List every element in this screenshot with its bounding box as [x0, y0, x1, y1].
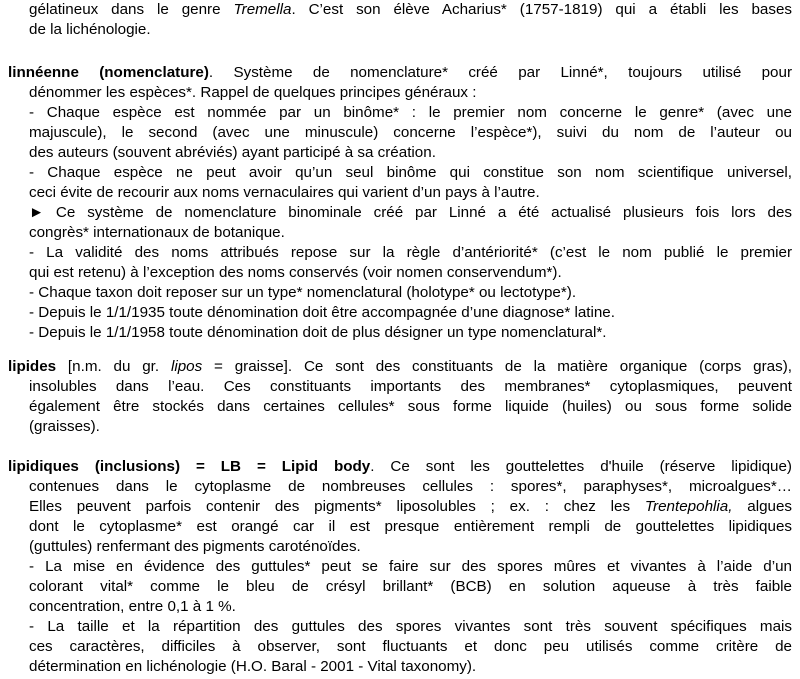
text: algues	[732, 498, 793, 515]
entry-linneenne-line-12: - Chaque taxon doit reposer sur un type* nomenclatural (holotype* ou lectotype*).	[29, 284, 577, 301]
intro-line-1	[29, 0, 792, 20]
text: Elles peuvent parfois contenir des pigments* liposolubles ; ex. : chez les	[29, 498, 645, 515]
entry-lipidiques-line-10: ces caractères, difficiles à observer, sont fluctuants et donc peu utilisés comme critère de	[29, 638, 792, 655]
greek-word: lipos	[170, 358, 203, 375]
entry-linneenne-line-4: majuscule), le second (avec une minuscule) concerne l’espèce*), suivi du nom de l’auteur ou	[29, 124, 792, 141]
entry-lipidiques-line-3	[29, 497, 792, 517]
entry-linneenne-line-13: - Depuis le 1/1/1935 toute dénomination doit être accompagnée d’une diagnose* latine.	[29, 304, 615, 321]
intro-line-2: de la lichénologie.	[29, 21, 151, 38]
text: gélatineux dans le genre	[29, 1, 234, 18]
entry-term-lipidiques: lipidiques (inclusions) = LB = Lipid body	[8, 458, 371, 475]
text: [n.m. du gr.	[56, 358, 171, 375]
entry-term-linneenne: linnéenne (nomenclature)	[8, 64, 209, 81]
entry-linneenne-line-1	[8, 63, 792, 83]
text: = graisse]. Ce sont des constituants de la matière organique (corps gras),	[202, 358, 792, 375]
entry-lipidiques-line-4: dont le cytoplasme* est orangé car il est presque entièrement rempli de gouttelettes lipidiques	[29, 518, 792, 535]
entry-term-lipides: lipides	[8, 358, 57, 375]
entry-lipides-line-2: insolubles dans l’eau. Ces constituants importants des membranes* cytoplasmiques, peuvent	[29, 378, 792, 395]
entry-lipidiques-line-9: - La taille et la répartition des guttules des spores vivantes sont très souvent spécifiques mais	[29, 618, 792, 635]
entry-lipidiques-line-11: détermination en lichénologie (H.O. Baral - 2001 - Vital taxonomy).	[29, 658, 477, 675]
genus-name: Tremella	[233, 1, 292, 18]
entry-linneenne-line-5: des auteurs (souvent abréviés) ayant participé à sa création.	[29, 144, 436, 161]
entry-linneenne-line-9: congrès* internationaux de botanique.	[29, 224, 285, 241]
entry-lipidiques-line-6: - La mise en évidence des guttules* peut se faire sur des spores mûres et vivantes à l’aide d’un	[29, 558, 792, 575]
text: . C’est son élève Acharius* (1757-1819) qui a établi les bases	[291, 1, 793, 18]
entry-lipidiques-line-2: contenues dans le cytoplasme de nombreuses cellules : spores*, paraphyses*, microalgues*…	[29, 478, 792, 495]
entry-linneenne-line-6: - Chaque espèce ne peut avoir qu’un seul binôme qui constitue son nom scientifique universel,	[29, 164, 792, 181]
entry-linneenne-line-7: ceci évite de recourir aux noms vernaculaires qui varient d’un pays à l’autre.	[29, 184, 540, 201]
text: . Système de nomenclature* créé par Linné*, toujours utilisé pour	[208, 64, 792, 81]
entry-linneenne-line-14: - Depuis le 1/1/1958 toute dénomination doit de plus désigner un type nomenclatural*.	[29, 324, 607, 341]
entry-linneenne-line-3: - Chaque espèce est nommée par un binôme* : le premier nom concerne le genre* (avec une	[29, 104, 792, 121]
entry-linneenne-line-11: qui est retenu) à l’exception des noms conservés (voir nomen conservendum*).	[29, 264, 562, 281]
entry-lipides-line-3: également être stockés dans certaines cellules* sous forme liquide (huiles) ou sous forme solide	[29, 398, 792, 415]
entry-linneenne-line-2: dénommer les espèces*. Rappel de quelques principes généraux :	[29, 84, 477, 101]
entry-lipides-line-1	[8, 357, 792, 377]
genus-name: Trentepohlia,	[644, 498, 733, 515]
text: . Ce sont les gouttelettes d'huile (réserve lipidique)	[370, 458, 792, 475]
entry-lipidiques-line-1	[8, 457, 792, 477]
entry-lipidiques-line-7: colorant vital* comme le bleu de crésyl brillant* (BCB) en solution aqueuse à très faible	[29, 578, 792, 595]
entry-lipides-line-4: (graisses).	[29, 418, 100, 435]
entry-linneenne-line-10: - La validité des noms attribués repose sur la règle d’antériorité* (c’est le nom publié le premier	[29, 244, 792, 261]
entry-lipidiques-line-8: concentration, entre 0,1 à 1 %.	[29, 598, 236, 615]
entry-lipidiques-line-5: (guttules) renfermant des pigments caroténoïdes.	[29, 538, 361, 555]
entry-linneenne-line-8: ► Ce système de nomenclature binominale créé par Linné a été actualisé plusieurs fois lors des	[29, 204, 792, 221]
